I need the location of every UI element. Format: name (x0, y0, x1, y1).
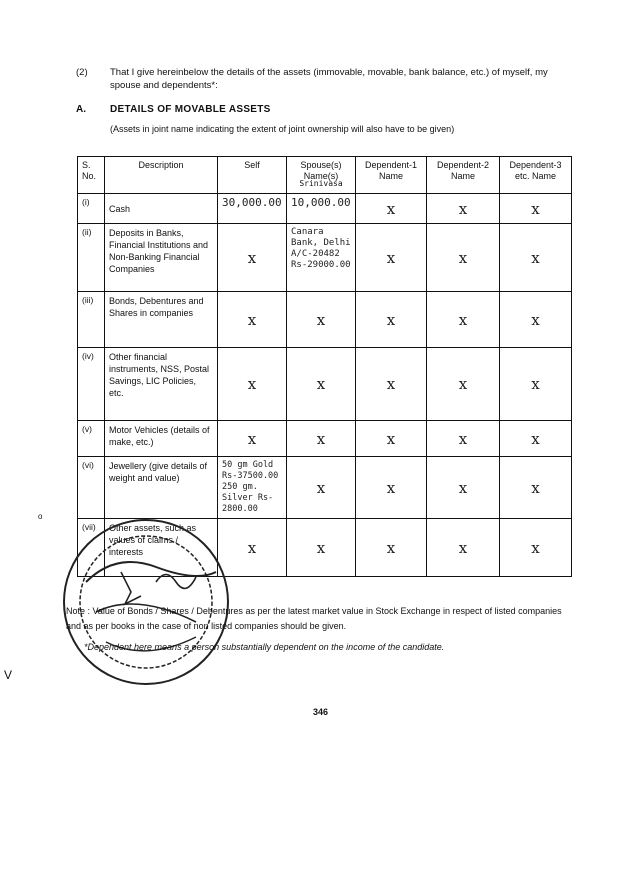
row-number: (iii) (78, 292, 105, 348)
spouse-value: x (287, 292, 356, 348)
row-number: (ii) (78, 224, 105, 292)
spouse-value: x (287, 348, 356, 421)
self-value: 50 gm Gold Rs-37500.00 250 gm. Silver Rs-2800.00 (218, 457, 287, 519)
dependent-1-value: x (356, 421, 427, 457)
dependent-2-value: x (427, 421, 500, 457)
table-header-row (78, 157, 572, 194)
dependent-1-value: x (356, 224, 427, 292)
dependent-3-value: x (500, 292, 572, 348)
row-description: Other financial instruments, NSS, Postal Savings, LIC Policies, etc. (105, 348, 218, 421)
header-dependent-3: Dependent-3 etc. Name (500, 157, 572, 194)
dependent-3-value: x (500, 194, 572, 224)
row-number: (iv) (78, 348, 105, 421)
footnote-dependent: *Dependent here means a person substantially dependent on the income of the candidate. (84, 642, 445, 652)
row-number: (i) (78, 194, 105, 224)
row-number: (vii) (78, 519, 105, 577)
row-description: Deposits in Banks, Financial Institutions and Non-Banking Financial Companies (105, 224, 218, 292)
self-value: x (218, 519, 287, 577)
dependent-1-value: x (356, 292, 427, 348)
table-row (78, 421, 572, 457)
dependent-3-value: x (500, 421, 572, 457)
row-description: Other assets, such as values of claims / interests (105, 519, 218, 577)
dependent-3-value: x (500, 457, 572, 519)
table-row (78, 292, 572, 348)
table-row (78, 194, 572, 224)
dependent-2-value: x (427, 292, 500, 348)
dependent-3-value: x (500, 224, 572, 292)
dependent-2-value: x (427, 194, 500, 224)
header-sno: S. No. (78, 157, 105, 194)
table-row (78, 457, 572, 519)
header-spouse (287, 157, 356, 194)
dependent-1-value: x (356, 194, 427, 224)
header-self: Self (218, 157, 287, 194)
footnote-note: Note : Value of Bonds / Shares / Debentures as per the latest market value in Stock Exchange in respect of listed companies and as per books in the case of non listed companies should be given. (66, 606, 562, 631)
self-value: x (218, 224, 287, 292)
section-note: (Assets in joint name indicating the extent of joint ownership will also have to be given) (110, 124, 455, 134)
row-number: (v) (78, 421, 105, 457)
official-seal-stamp (46, 512, 246, 687)
dependent-1-value: x (356, 348, 427, 421)
margin-mark: o (38, 512, 43, 521)
page-number: 346 (313, 707, 329, 717)
dependent-2-value: x (427, 519, 500, 577)
row-number: (vi) (78, 457, 105, 519)
row-description: Jewellery (give details of weight and value) (105, 457, 218, 519)
dependent-2-value: x (427, 348, 500, 421)
table-row (78, 224, 572, 292)
dependent-2-value: x (427, 224, 500, 292)
dependent-2-value: x (427, 457, 500, 519)
row-description: Cash (105, 194, 218, 224)
spouse-value: x (287, 457, 356, 519)
intro-number: (2) (76, 67, 88, 78)
spouse-value: x (287, 519, 356, 577)
section-title: DETAILS OF MOVABLE ASSETS (110, 104, 271, 115)
self-value: x (218, 421, 287, 457)
dependent-1-value: x (356, 519, 427, 577)
spouse-value: Canara Bank, Delhi A/C-20482 Rs-29000.00 (287, 224, 356, 292)
header-dependent-1: Dependent-1 Name (356, 157, 427, 194)
self-value: x (218, 348, 287, 421)
header-dependent-2: Dependent-2 Name (427, 157, 500, 194)
self-value: 30,000.00 (218, 194, 287, 224)
intro-text: That I give hereinbelow the details of the assets (immovable, movable, bank balance, etc.) of myself, my spouse and dependents*: (110, 67, 548, 91)
margin-mark-2: V (4, 668, 13, 682)
section-number: A. (76, 104, 86, 115)
spouse-value: x (287, 421, 356, 457)
header-spouse-handwritten: Srinivasa (299, 179, 343, 188)
row-description: Motor Vehicles (details of make, etc.) (105, 421, 218, 457)
self-value: x (218, 292, 287, 348)
table-row (78, 348, 572, 421)
header-description: Description (105, 157, 218, 194)
dependent-3-value: x (500, 348, 572, 421)
spouse-value: 10,000.00 (287, 194, 356, 224)
row-description: Bonds, Debentures and Shares in companies (105, 292, 218, 348)
dependent-3-value: x (500, 519, 572, 577)
header-spouse-label: Spouse(s) Name(s) (300, 160, 342, 181)
dependent-1-value: x (356, 457, 427, 519)
